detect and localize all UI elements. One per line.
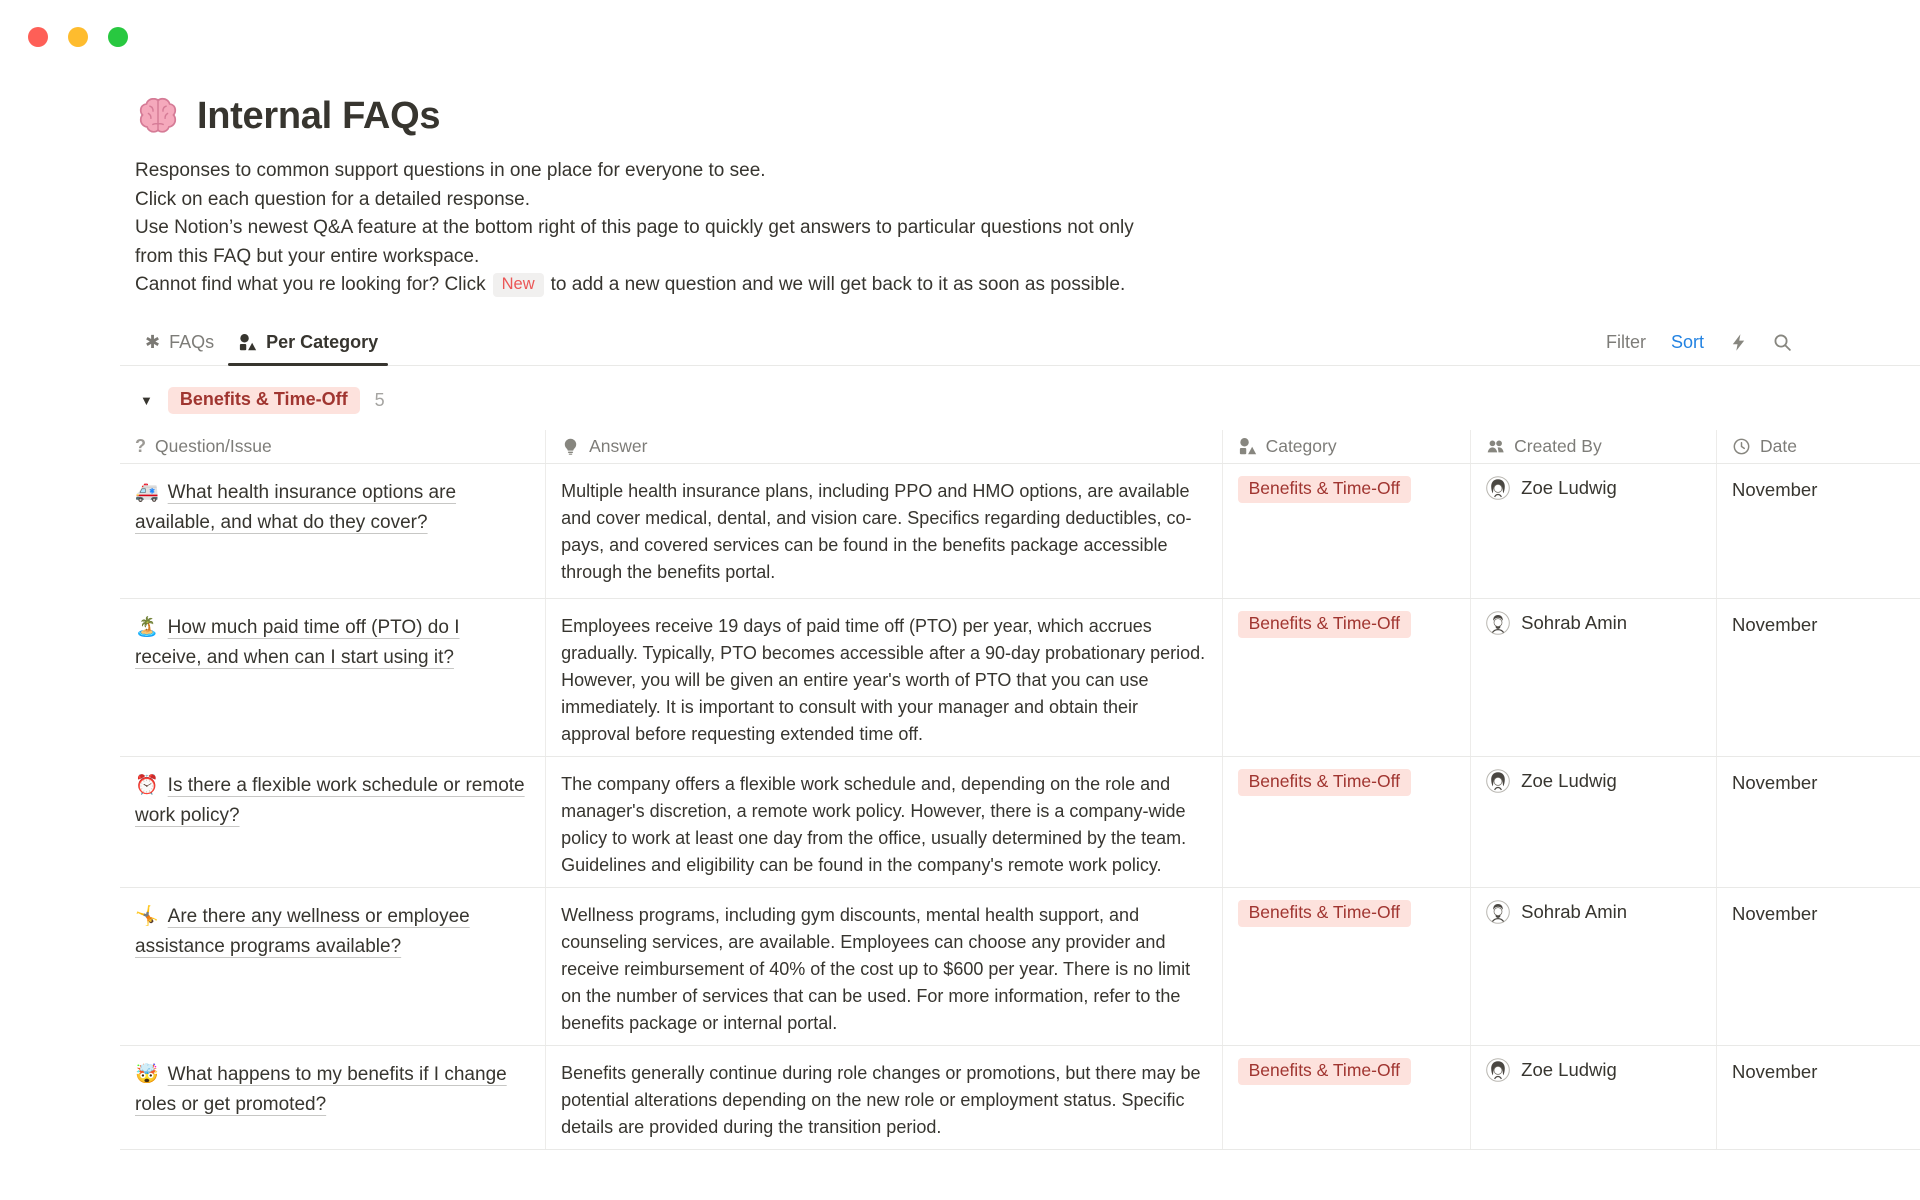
new-button-reference: New: [493, 273, 544, 297]
question-link[interactable]: What happens to my benefits if I change roles or get promoted?: [135, 1063, 507, 1115]
question-link[interactable]: Is there a flexible work schedule or remote work policy?: [135, 774, 525, 826]
description-line: Responses to common support questions in one place for everyone to see.: [135, 160, 766, 181]
question-cell[interactable]: [120, 599, 546, 756]
people-icon: [1486, 437, 1505, 456]
asterisk-icon: ✱: [145, 332, 161, 352]
page-title: Internal FAQs: [197, 94, 441, 137]
created-by-cell[interactable]: [1471, 757, 1717, 887]
category-tag: Benefits & Time-Off: [1238, 769, 1411, 796]
column-header-answer[interactable]: [546, 430, 1222, 463]
category-tag: Benefits & Time-Off: [1238, 611, 1411, 638]
question-cell[interactable]: [120, 464, 546, 598]
exploding-head-emoji: 🤯: [135, 1063, 159, 1085]
group-header: [140, 386, 1920, 416]
page-description: [135, 157, 1920, 300]
page-title-row: [135, 92, 1920, 140]
person-name: Zoe Ludwig: [1521, 769, 1617, 791]
person-name: Sohrab Amin: [1521, 611, 1628, 633]
avatar: [1486, 900, 1510, 924]
person-name: Zoe Ludwig: [1521, 476, 1617, 498]
category-cell[interactable]: [1223, 599, 1472, 756]
question-cell[interactable]: [120, 757, 546, 887]
faq-table: [120, 430, 1920, 1150]
table-row: [120, 1046, 1920, 1150]
table-row: [120, 464, 1920, 599]
column-label: Created By: [1514, 435, 1602, 456]
person-name: Sohrab Amin: [1521, 900, 1628, 922]
tab-label: FAQs: [169, 331, 215, 352]
date-cell[interactable]: November: [1732, 613, 1818, 635]
column-label: Category: [1265, 435, 1337, 456]
date-cell[interactable]: November: [1732, 1060, 1818, 1082]
column-label: Date: [1760, 435, 1797, 456]
brain-emoji-icon: [135, 93, 181, 139]
description-line: Use Notion’s newest Q&A feature at the bottom right of this page to quickly get answers to particular questions not only: [135, 217, 1134, 238]
category-tag: Benefits & Time-Off: [1238, 1058, 1411, 1085]
category-shapes-icon: [238, 333, 257, 352]
avatar: [1486, 611, 1510, 635]
category-shapes-icon: [1238, 437, 1257, 456]
answer-cell[interactable]: Multiple health insurance plans, including PPO and HMO options, are available and cover medical, dental, and vision care. Specifics regarding deductibles, co-pays, and covered services can be found in the benefits package accessible through the benefits portal.: [546, 464, 1222, 598]
search-icon[interactable]: [1773, 333, 1792, 352]
answer-cell[interactable]: The company offers a flexible work schedule and, depending on the role and manager's discretion, a remote work policy. However, there is a company-wide policy to work at least one day from the office, usually determined by the team. Guidelines and eligibility can be found in the company's remote work policy.: [546, 757, 1222, 887]
person-name: Zoe Ludwig: [1521, 1058, 1617, 1080]
group-row-count: 5: [374, 390, 385, 410]
date-cell[interactable]: November: [1732, 771, 1818, 793]
created-by-cell[interactable]: [1471, 1046, 1717, 1149]
column-header-created-by[interactable]: [1471, 430, 1717, 463]
category-cell[interactable]: [1223, 464, 1472, 598]
table-row: [120, 599, 1920, 757]
minimize-window-button[interactable]: [68, 27, 88, 47]
alarm-clock-emoji: ⏰: [135, 774, 159, 796]
category-tag: Benefits & Time-Off: [1238, 476, 1411, 503]
description-line: Click on each question for a detailed response.: [135, 188, 531, 210]
island-emoji: 🏝️: [135, 616, 159, 638]
description-line: from this FAQ but your entire workspace.: [135, 245, 480, 267]
description-text-before-badge: Cannot find what you re looking for? Click: [135, 274, 486, 295]
column-label: Answer: [589, 435, 648, 456]
created-by-cell[interactable]: [1471, 888, 1717, 1045]
ambulance-emoji: 🚑: [135, 481, 159, 503]
avatar: [1486, 769, 1510, 793]
tab-faqs[interactable]: [133, 320, 226, 365]
column-header-question[interactable]: [120, 430, 546, 463]
question-cell[interactable]: [120, 1046, 546, 1149]
window-controls: [28, 27, 128, 47]
table-row: [120, 888, 1920, 1046]
description-text-after-badge: to add a new question and we will get back to it as soon as possible.: [550, 274, 1126, 295]
clock-icon: [1732, 437, 1751, 456]
category-tag: Benefits & Time-Off: [1238, 900, 1411, 927]
avatar: [1486, 1058, 1510, 1082]
category-cell[interactable]: [1223, 888, 1472, 1045]
avatar: [1486, 476, 1510, 500]
zoom-window-button[interactable]: [108, 27, 128, 47]
question-link[interactable]: Are there any wellness or employee assistance programs available?: [135, 905, 470, 957]
category-cell[interactable]: [1223, 757, 1472, 887]
filter-button[interactable]: Filter: [1605, 331, 1646, 352]
answer-cell[interactable]: Benefits generally continue during role changes or promotions, but there may be potential alterations depending on the new role or employment status. Specific details are provided during the transition period.: [546, 1046, 1222, 1149]
date-cell[interactable]: November: [1732, 478, 1818, 500]
question-cell[interactable]: [120, 888, 546, 1045]
column-header-date[interactable]: [1717, 430, 1920, 463]
close-window-button[interactable]: [28, 27, 48, 47]
created-by-cell[interactable]: [1471, 464, 1717, 598]
sort-button[interactable]: Sort: [1670, 331, 1704, 352]
tab-per-category[interactable]: [226, 320, 390, 365]
question-link[interactable]: What health insurance options are available, and what do they cover?: [135, 481, 457, 533]
table-row: [120, 757, 1920, 888]
lightning-icon[interactable]: [1729, 333, 1748, 352]
category-cell[interactable]: [1223, 1046, 1472, 1149]
table-header-row: [120, 430, 1920, 464]
group-name-badge[interactable]: Benefits & Time-Off: [168, 387, 360, 414]
view-toolbar: [120, 320, 1920, 366]
date-cell[interactable]: November: [1732, 902, 1818, 924]
description-line: [135, 271, 1920, 300]
lightbulb-icon: [561, 437, 580, 456]
column-label: Question/Issue: [155, 435, 272, 456]
question-mark-icon: ?: [135, 435, 146, 456]
tab-label: Per Category: [266, 331, 379, 352]
created-by-cell[interactable]: [1471, 599, 1717, 756]
answer-cell[interactable]: Wellness programs, including gym discounts, mental health support, and counseling services, are available. Employees can choose any provider and receive reimbursement of 40% of the cost up to $600 per year. There is no limit on the number of services that can be used. For more information, refer to the benefits package or internal portal.: [546, 888, 1222, 1045]
view-controls: [1606, 320, 1920, 365]
answer-cell[interactable]: Employees receive 19 days of paid time off (PTO) per year, which accrues gradually. Typically, PTO becomes accessible after a 90-day probationary period. However, you will be given an entire year's worth of PTO that you can use immediately. It is important to consult with your manager and obtain their approval before requesting extended time off.: [546, 599, 1222, 756]
column-header-category[interactable]: [1223, 430, 1472, 463]
collapse-group-toggle[interactable]: ▼: [140, 393, 153, 408]
cartwheel-emoji: 🤸: [135, 905, 159, 927]
view-tabs: [133, 320, 390, 365]
question-link[interactable]: How much paid time off (PTO) do I receive, and when can I start using it?: [135, 616, 460, 668]
